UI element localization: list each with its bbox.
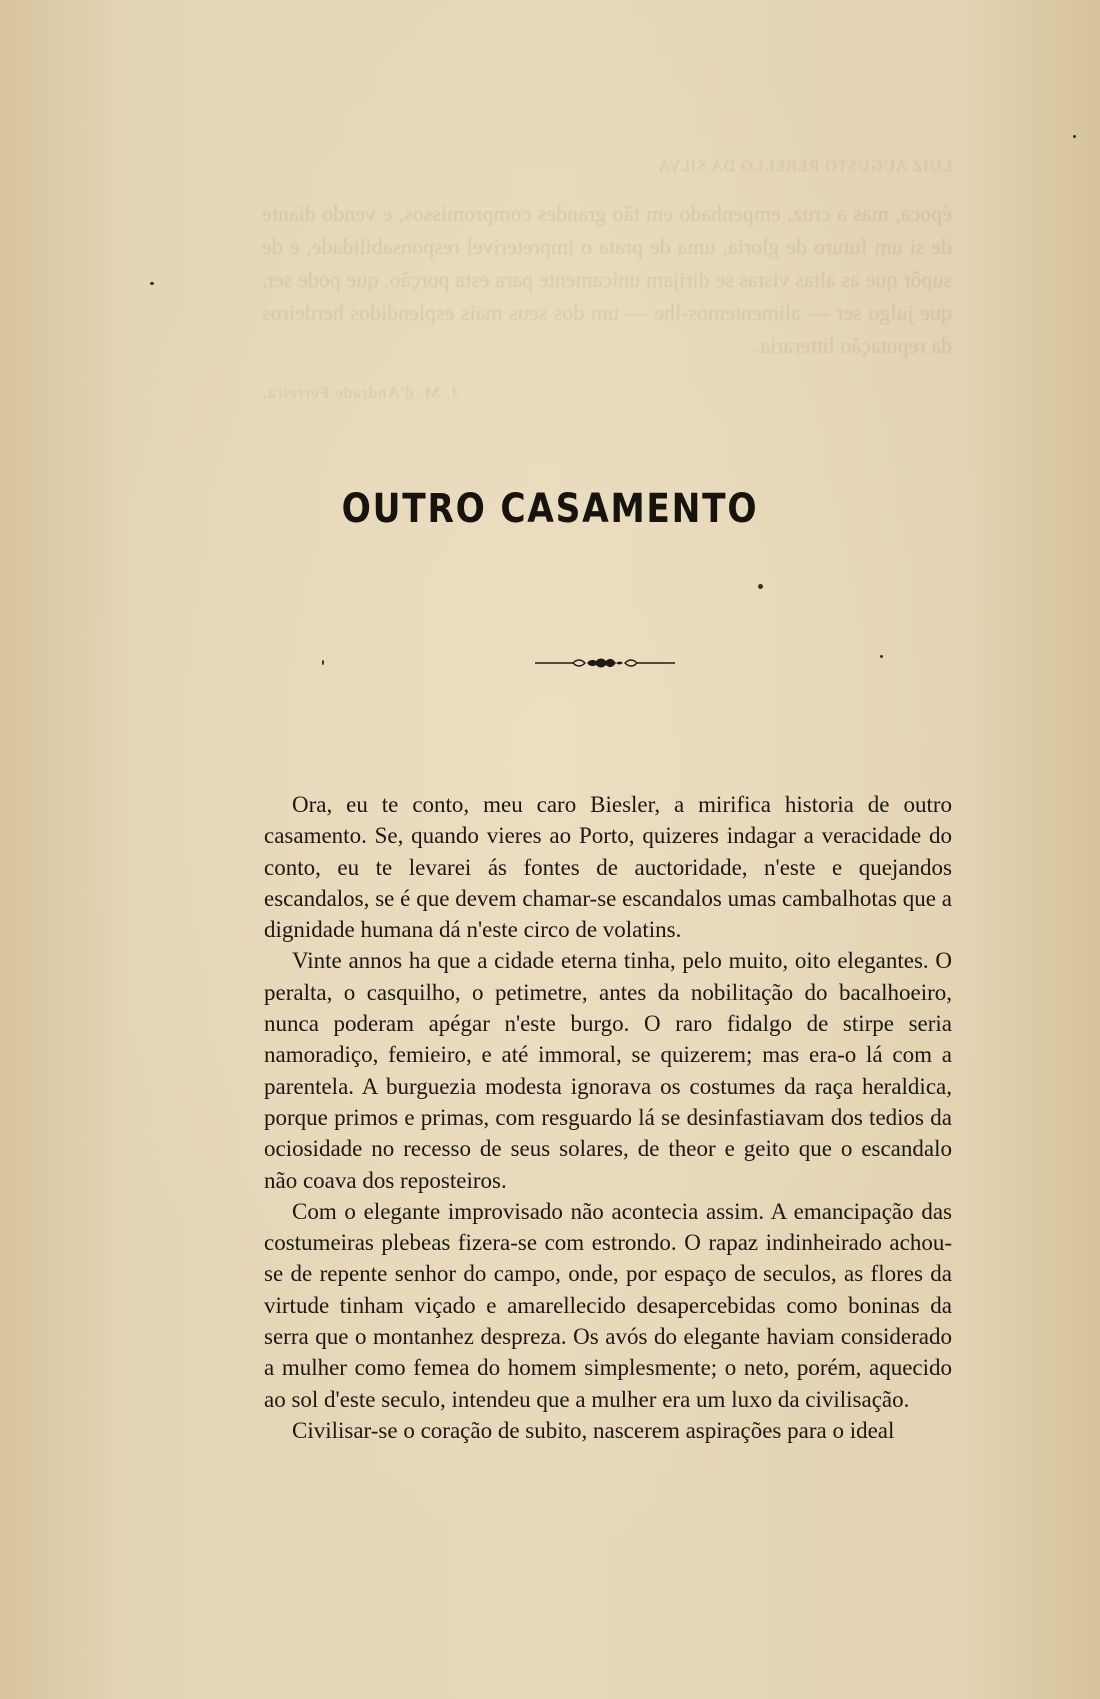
body-text [264,789,952,1446]
chapter-title: OUTRO CASAMENTO [341,486,759,532]
bleed-paragraph: época, mas a cruz, empenhado em tão grandes compromissos, e vendo diante de si um futuro de gloria, uma de prata o impreterivel responsabilidade, e de supôr que as altas vistas se dirijam unicamente para esta porção, que pode ser, que julgo ser — alimentemos-lhe — um dos seus mais esplendidos herdeiros da reputação litteraria. [262,201,952,358]
bleed-header: LUIZ AUGUSTO REBELLO DA SILVA [657,158,952,175]
paragraph: Vinte annos ha que a cidade eterna tinha, pelo muito, oito elegantes. O peralta, o casquilho, o petimetre, antes da nobilitação do bacalhoeiro, nunca poderam apégar n'este burgo. O raro fidalgo de stirpe seria namoradiço, femieiro, e até immoral, se quizerem; mas era-o lá com a parentela. A burguezia modesta ignorava os costumes da raça heraldica, porque primos e primas, com resguardo lá se desinfastiavam dos tedios da ociosidade no recesso de seus solares, de theor e geito que o escandalo não coava dos reposteiros. [264,948,952,1193]
paragraph: Civilisar-se o coração de subito, nascerem aspirações para o ideal [292,1417,895,1443]
ornament-divider-icon [535,654,675,672]
paragraph: Ora, eu te conto, meu caro Biesler, a mirifica historia de outro casamento. Se, quando vieres ao Porto, quizeres indagar a veracidade do conto, eu te levarei ás fontes de auctoridade, n'este e quejandos escandalos, se é que devem chamar-se escandalos umas cambalhotas que a dignidade humana dá n'este circo de volatins. [264,792,952,943]
bleed-through-text [262,150,952,409]
paragraph: Com o elegante improvisado não acontecia assim. A emancipação das costumeiras plebeas fizera-se com estrondo. O rapaz indinheirado achou-se de repente senhor do campo, onde, por espaço de seculos, as flores da virtude tinham viçado e amarellecido desapercebidas como boninas da serra que o montanhez despreza. Os avós do elegante haviam considerado a mulher como femea do homem simplesmente; o neto, porém, aquecido ao sol d'este seculo, intendeu que a mulher era um luxo da civilisação. [264,1198,952,1412]
bleed-signature: J. M. d'Andrade Ferreira. [262,383,459,402]
